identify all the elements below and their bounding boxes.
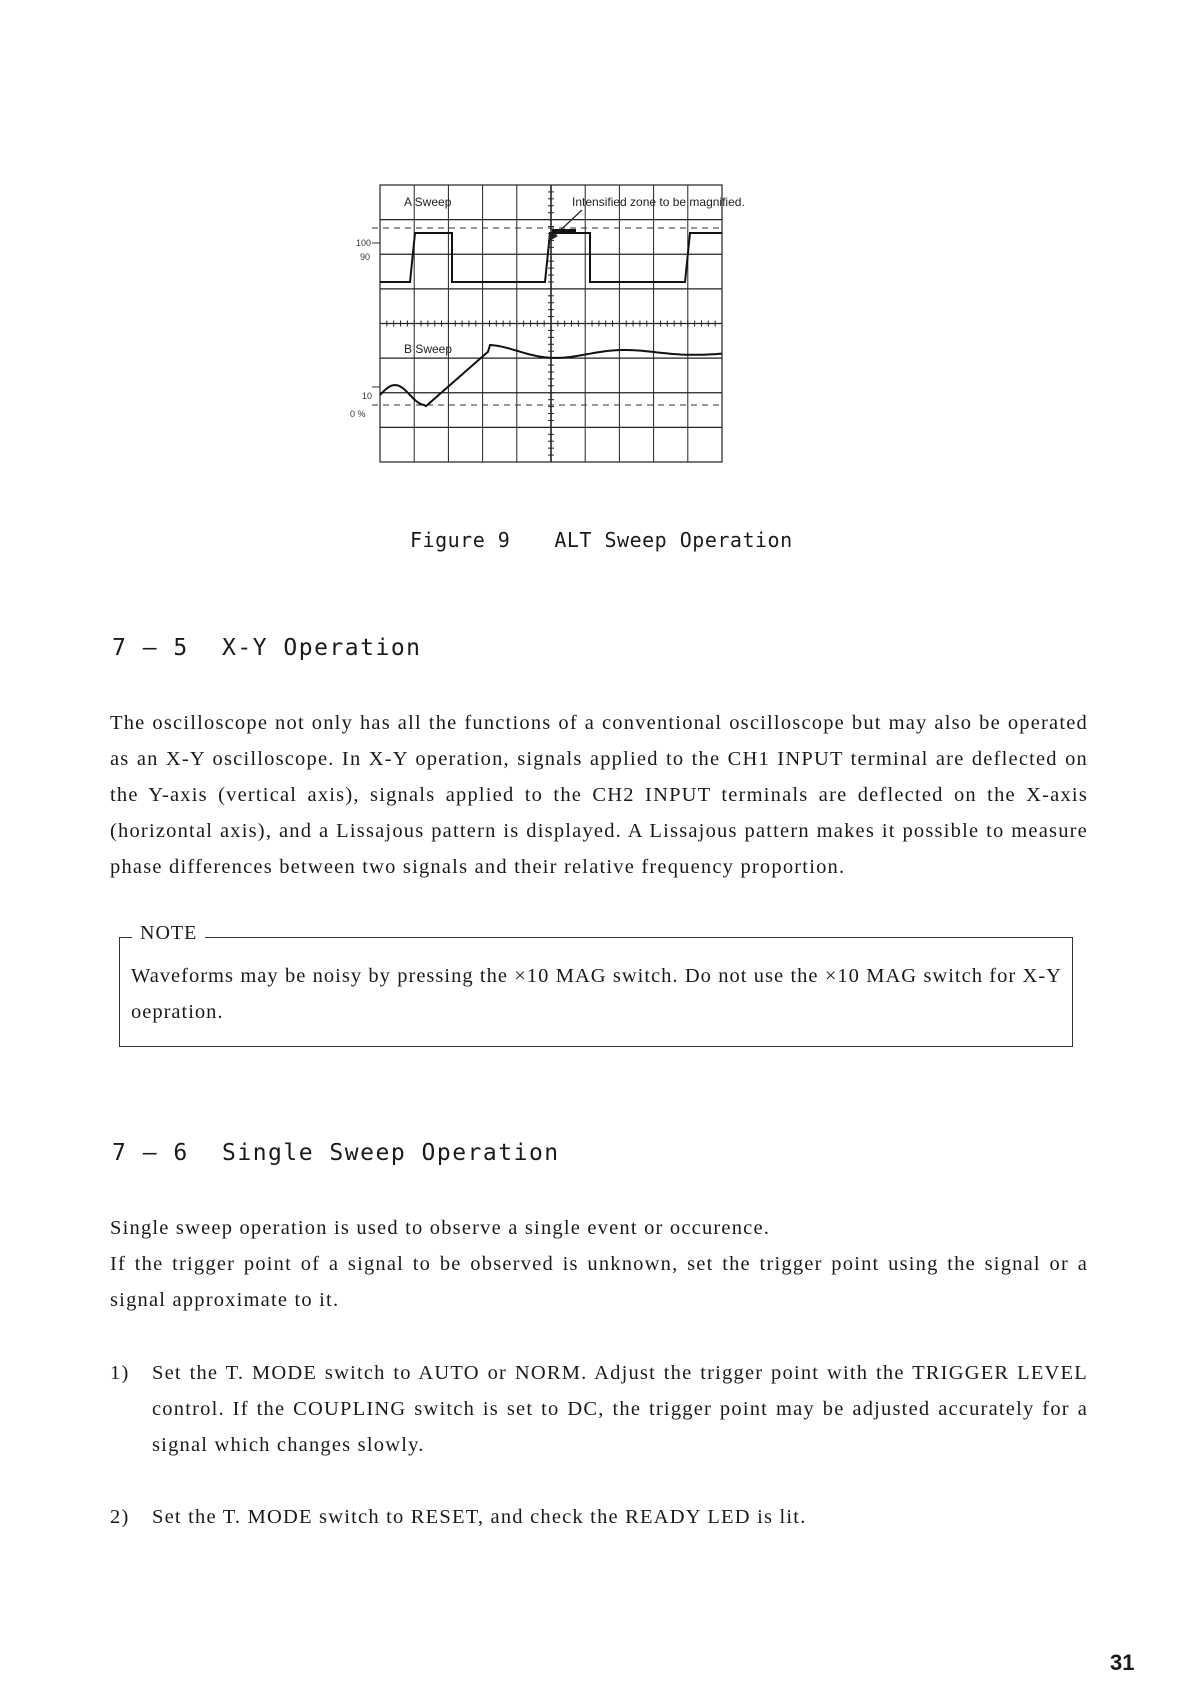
tick-100: 100 [356,238,372,248]
page-number: 31 [1110,1650,1135,1675]
a-sweep-label: A Sweep [404,195,452,209]
section-title: X-Y Operation [222,635,422,661]
b-sweep-label: B Sweep [404,342,453,356]
list-item-text: Set the T. MODE switch to RESET, and check the READY LED is lit. [152,1506,807,1528]
section-title: Single Sweep Operation [222,1140,560,1166]
list-marker: 1) [110,1362,130,1384]
alt-sweep-figure [350,180,840,500]
figure-caption [410,528,793,552]
figure-number: Figure 9 [410,528,511,552]
note-box [119,922,1073,1047]
list-item-text: Set the T. MODE switch to AUTO or NORM. Adjust the trigger point with the TRIGGER LEVEL control. If the COUPLING switch is set to DC, the trigger point may be adjusted accurately for a signal which changes slowly. [152,1362,1088,1456]
tick-10: 10 [362,391,373,401]
tick-90: 90 [360,252,371,262]
single-sweep-paragraph-1: Single sweep operation is used to observe a single event or occurence. [110,1217,771,1239]
section-heading-7-5 [112,635,422,661]
note-label: NOTE [132,922,205,945]
single-sweep-paragraph-2: If the trigger point of a signal to be observed is unknown, set the trigger point using the signal or a signal approximate to it. [110,1253,1088,1311]
intensified-zone-label: Intensified zone to be magnified. [572,195,745,209]
section-heading-7-6 [112,1140,560,1166]
section-number: 7 — 6 [112,1140,189,1166]
xy-operation-paragraph: The oscilloscope not only has all the functions of a conventional oscilloscope but may also be operated as an X-Y oscilloscope. In X-Y operation, signals applied to the CH1 INPUT terminal are deflected on the Y-axis (vertical axis), signals applied to the CH2 INPUT terminals are deflected on the X-axis (horizontal axis), and a Lissajous pattern is displayed. A Lissajous pattern makes it possible to measure phase differences between two signals and their relative frequency proportion. [110,712,1088,878]
list-marker: 2) [110,1506,130,1528]
section-number: 7 — 5 [112,635,189,661]
tick-0: 0 % [350,409,366,419]
note-text: Waveforms may be noisy by pressing the ×10 MAG switch. Do not use the ×10 MAG switch for X-Y oepration. [131,965,1062,1023]
list-item-1 [110,1355,1088,1463]
figure-title: ALT Sweep Operation [554,528,793,552]
scope-graticule [350,180,840,500]
list-item-2 [110,1499,1088,1535]
